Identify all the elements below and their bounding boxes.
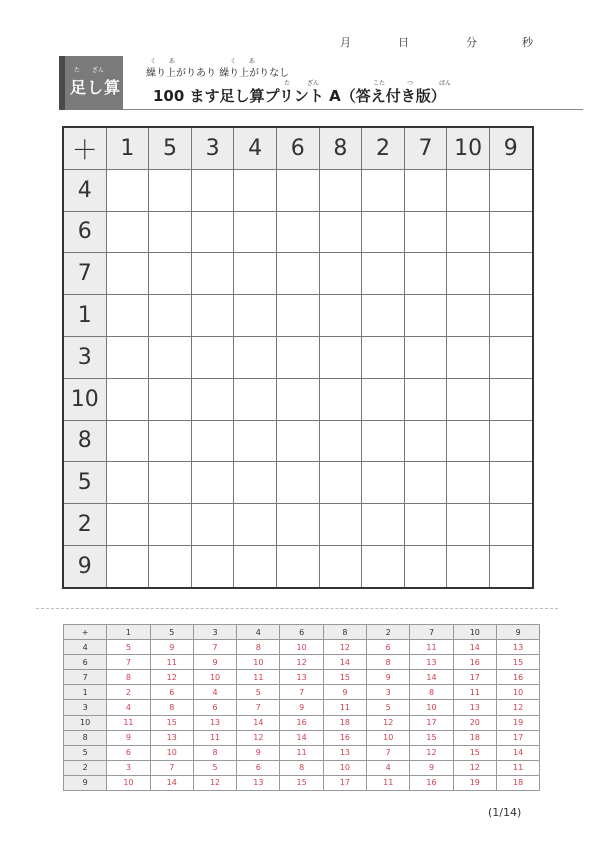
answer-blank-cell[interactable]: [447, 211, 490, 253]
answer-value: 16: [410, 775, 453, 790]
answer-value: 9: [410, 760, 453, 775]
answer-value: 14: [150, 775, 193, 790]
date-line: [0, 34, 595, 50]
subtitle-ruby-ku-2: く: [230, 58, 237, 65]
answer-value: 12: [280, 655, 323, 670]
answer-blank-cell[interactable]: [106, 253, 149, 295]
answer-value: 11: [453, 685, 496, 700]
answer-value: 7: [280, 685, 323, 700]
answer-blank-cell[interactable]: [447, 169, 490, 211]
answer-value: 15: [410, 730, 453, 745]
answer-top-number: 1: [107, 625, 150, 640]
answer-row: [64, 730, 540, 745]
answer-left-number: 9: [64, 775, 107, 790]
answer-header-row: [64, 625, 540, 640]
answer-value: 7: [367, 745, 410, 760]
answer-blank-cell[interactable]: [362, 420, 405, 462]
answer-blank-cell[interactable]: [276, 211, 319, 253]
answer-blank-cell[interactable]: [149, 211, 192, 253]
answer-row: [64, 685, 540, 700]
answer-blank-cell[interactable]: [234, 295, 277, 337]
subtitle-ruby-a-2: あ: [249, 58, 256, 65]
answer-blank-cell[interactable]: [447, 378, 490, 420]
subtitle-ruby-ku-1: く: [150, 58, 157, 65]
answer-blank-cell[interactable]: [447, 420, 490, 462]
answer-value: 19: [453, 775, 496, 790]
answer-blank-cell[interactable]: [489, 336, 532, 378]
answer-left-number: 10: [64, 715, 107, 730]
grid-left-number: 8: [63, 420, 106, 462]
answer-value: 11: [237, 670, 280, 685]
answer-left-number: 3: [64, 700, 107, 715]
answer-value: 12: [496, 700, 539, 715]
answer-blank-cell[interactable]: [234, 336, 277, 378]
answer-value: 18: [453, 730, 496, 745]
subtitle-ruby-a-1: あ: [169, 58, 176, 65]
header-divider: [123, 109, 583, 110]
answer-value: 12: [193, 775, 236, 790]
answer-value: 11: [280, 745, 323, 760]
grid-top-number: 6: [276, 127, 319, 169]
answer-blank-cell[interactable]: [149, 504, 192, 546]
answer-blank-cell[interactable]: [106, 420, 149, 462]
answer-value: 14: [496, 745, 539, 760]
label-ruby-ta: た: [74, 67, 81, 74]
answer-row: [64, 760, 540, 775]
answer-value: 15: [150, 715, 193, 730]
answer-value: 6: [150, 685, 193, 700]
answer-value: 3: [367, 685, 410, 700]
grid-left-number: 9: [63, 545, 106, 587]
grid-top-number: 1: [106, 127, 149, 169]
answer-value: 19: [496, 715, 539, 730]
answer-blank-cell[interactable]: [191, 211, 234, 253]
answer-blank-cell[interactable]: [106, 378, 149, 420]
answer-value: 13: [280, 670, 323, 685]
grid-top-number: 7: [404, 127, 447, 169]
answer-blank-cell[interactable]: [149, 336, 192, 378]
answer-blank-cell[interactable]: [319, 462, 362, 504]
answer-blank-cell[interactable]: [106, 169, 149, 211]
answer-blank-cell[interactable]: [404, 420, 447, 462]
answer-value: 11: [193, 730, 236, 745]
answer-blank-cell[interactable]: [404, 295, 447, 337]
grid-row: [63, 504, 533, 546]
grid-row: [63, 336, 533, 378]
answer-value: 4: [193, 685, 236, 700]
answer-value: 13: [237, 775, 280, 790]
page-number: (1/14): [488, 806, 522, 819]
answer-blank-cell[interactable]: [276, 504, 319, 546]
answer-blank-cell[interactable]: [276, 295, 319, 337]
answer-blank-cell[interactable]: [319, 211, 362, 253]
answer-blank-cell[interactable]: [489, 295, 532, 337]
answer-blank-cell[interactable]: [191, 169, 234, 211]
answer-blank-cell[interactable]: [234, 378, 277, 420]
answer-value: 9: [107, 730, 150, 745]
answer-value: 4: [107, 700, 150, 715]
answer-value: 6: [193, 700, 236, 715]
answer-left-number: 1: [64, 685, 107, 700]
grid-row: [63, 378, 533, 420]
answer-blank-cell[interactable]: [276, 420, 319, 462]
grid-left-number: 5: [63, 462, 106, 504]
answer-value: 8: [107, 670, 150, 685]
grid-header-row: [63, 127, 533, 169]
grid-left-number: 7: [63, 253, 106, 295]
answer-value: 8: [280, 760, 323, 775]
answer-blank-cell[interactable]: [489, 378, 532, 420]
answer-blank-cell[interactable]: [234, 420, 277, 462]
answer-value: 12: [323, 640, 366, 655]
answer-blank-cell[interactable]: [319, 336, 362, 378]
grid-top-number: 2: [362, 127, 405, 169]
grid-left-number: 2: [63, 504, 106, 546]
answer-value: 15: [323, 670, 366, 685]
grid-left-number: 10: [63, 378, 106, 420]
answer-row: [64, 670, 540, 685]
title-ruby-ban: ばん: [439, 80, 452, 87]
answer-value: 8: [367, 655, 410, 670]
title-ruby-ta: た: [284, 80, 291, 87]
answer-value: 10: [323, 760, 366, 775]
answer-top-number: 6: [280, 625, 323, 640]
answer-value: 13: [410, 655, 453, 670]
answer-blank-cell[interactable]: [234, 504, 277, 546]
answer-blank-cell[interactable]: [276, 253, 319, 295]
minute-label: 分: [466, 36, 477, 49]
answer-value: 9: [323, 685, 366, 700]
day-label: 日: [398, 36, 409, 49]
answer-value: 10: [496, 685, 539, 700]
answer-value: 11: [410, 640, 453, 655]
answer-value: 4: [367, 760, 410, 775]
answer-left-number: 5: [64, 745, 107, 760]
answer-value: 16: [496, 670, 539, 685]
answer-value: 8: [237, 640, 280, 655]
answer-blank-cell[interactable]: [319, 253, 362, 295]
answer-blank-cell[interactable]: [149, 169, 192, 211]
answer-value: 11: [150, 655, 193, 670]
practice-grid: [62, 126, 534, 589]
answer-blank-cell[interactable]: [489, 462, 532, 504]
answer-value: 7: [107, 655, 150, 670]
grid-left-number: 6: [63, 211, 106, 253]
grid-left-number: 4: [63, 169, 106, 211]
answer-value: 10: [150, 745, 193, 760]
answer-blank-cell[interactable]: [191, 462, 234, 504]
answer-value: 7: [150, 760, 193, 775]
answer-left-number: 2: [64, 760, 107, 775]
answer-blank-cell[interactable]: [149, 378, 192, 420]
answer-blank-cell[interactable]: [234, 211, 277, 253]
answer-blank-cell[interactable]: [149, 545, 192, 587]
grid-top-number: 4: [234, 127, 277, 169]
answer-blank-cell[interactable]: [191, 545, 234, 587]
answer-value: 10: [410, 700, 453, 715]
answer-blank-cell[interactable]: [404, 462, 447, 504]
answer-left-number: 4: [64, 640, 107, 655]
answer-value: 15: [453, 745, 496, 760]
answer-value: 13: [193, 715, 236, 730]
title-ruby-tsu: つ: [407, 80, 414, 87]
answer-value: 13: [496, 640, 539, 655]
answer-blank-cell[interactable]: [489, 169, 532, 211]
answer-blank-cell[interactable]: [447, 336, 490, 378]
answer-blank-cell[interactable]: [276, 545, 319, 587]
answer-blank-cell[interactable]: [276, 336, 319, 378]
answer-blank-cell[interactable]: [234, 169, 277, 211]
answer-value: 13: [150, 730, 193, 745]
answer-value: 5: [237, 685, 280, 700]
answer-value: 18: [496, 775, 539, 790]
answer-value: 12: [150, 670, 193, 685]
answer-blank-cell[interactable]: [319, 295, 362, 337]
answer-blank-cell[interactable]: [362, 211, 405, 253]
answer-blank-cell[interactable]: [489, 504, 532, 546]
answer-value: 17: [323, 775, 366, 790]
answer-blank-cell[interactable]: [362, 378, 405, 420]
answer-value: 5: [367, 700, 410, 715]
answer-value: 6: [237, 760, 280, 775]
answer-row: [64, 655, 540, 670]
answer-value: 6: [107, 745, 150, 760]
answer-blank-cell[interactable]: [106, 504, 149, 546]
answer-blank-cell[interactable]: [191, 378, 234, 420]
answer-value: 14: [453, 640, 496, 655]
grid-top-number: 8: [319, 127, 362, 169]
grid-top-number: 10: [447, 127, 490, 169]
answer-blank-cell[interactable]: [362, 336, 405, 378]
answer-value: 12: [410, 745, 453, 760]
answer-value: 11: [496, 760, 539, 775]
answer-blank-cell[interactable]: [319, 545, 362, 587]
answer-blank-cell[interactable]: [149, 253, 192, 295]
answer-blank-cell[interactable]: [191, 295, 234, 337]
title-ruby-kotae: こた: [373, 80, 386, 87]
answer-blank-cell[interactable]: [319, 169, 362, 211]
grid-row: [63, 253, 533, 295]
worksheet-header: [59, 56, 525, 110]
subtitle: 繰り上がりあり 繰り上がりなし: [146, 68, 290, 79]
answer-value: 17: [410, 715, 453, 730]
answer-blank-cell[interactable]: [489, 545, 532, 587]
grid-row: [63, 169, 533, 211]
answer-value: 9: [280, 700, 323, 715]
answer-blank-cell[interactable]: [319, 420, 362, 462]
answer-value: 15: [496, 655, 539, 670]
answer-top-number: 4: [237, 625, 280, 640]
answer-top-number: 9: [496, 625, 539, 640]
answer-blank-cell[interactable]: [191, 504, 234, 546]
answer-left-number: 7: [64, 670, 107, 685]
grid-top-number: 9: [489, 127, 532, 169]
answer-blank-cell[interactable]: [489, 253, 532, 295]
answer-blank-cell[interactable]: [362, 253, 405, 295]
answer-blank-cell[interactable]: [404, 169, 447, 211]
answer-value: 5: [107, 640, 150, 655]
answer-value: 16: [323, 730, 366, 745]
month-label: 月: [340, 36, 351, 49]
answer-value: 7: [193, 640, 236, 655]
grid-row: [63, 211, 533, 253]
answer-blank-cell[interactable]: [489, 211, 532, 253]
answer-blank-cell[interactable]: [191, 253, 234, 295]
answer-blank-cell[interactable]: [404, 253, 447, 295]
answer-value: 17: [453, 670, 496, 685]
answer-left-number: 6: [64, 655, 107, 670]
answer-value: 16: [453, 655, 496, 670]
answer-blank-cell[interactable]: [447, 253, 490, 295]
answer-top-number: 7: [410, 625, 453, 640]
answer-blank-cell[interactable]: [404, 545, 447, 587]
answer-blank-cell[interactable]: [447, 295, 490, 337]
answer-value: 16: [280, 715, 323, 730]
answer-blank-cell[interactable]: [447, 462, 490, 504]
answer-blank-cell[interactable]: [404, 504, 447, 546]
answer-value: 12: [237, 730, 280, 745]
answer-blank-cell[interactable]: [149, 462, 192, 504]
answer-value: 8: [150, 700, 193, 715]
answer-row: [64, 715, 540, 730]
answer-blank-cell[interactable]: [149, 420, 192, 462]
answer-value: 9: [237, 745, 280, 760]
grid-row: [63, 462, 533, 504]
answer-value: 14: [237, 715, 280, 730]
answer-blank-cell[interactable]: [191, 336, 234, 378]
answer-top-number: 8: [323, 625, 366, 640]
answer-value: 10: [237, 655, 280, 670]
answer-blank-cell[interactable]: [362, 295, 405, 337]
grid-top-number: 3: [191, 127, 234, 169]
answer-blank-cell[interactable]: [234, 545, 277, 587]
answer-top-number: 2: [367, 625, 410, 640]
answer-value: 12: [453, 760, 496, 775]
answer-blank-cell[interactable]: [191, 420, 234, 462]
answer-blank-cell[interactable]: [106, 295, 149, 337]
answer-blank-cell[interactable]: [276, 169, 319, 211]
answer-row: [64, 745, 540, 760]
page-title: 100 ます足し算プリント A（答え付き版）: [153, 87, 446, 105]
answer-blank-cell[interactable]: [319, 504, 362, 546]
answer-blank-cell[interactable]: [319, 378, 362, 420]
answer-value: 15: [280, 775, 323, 790]
answer-blank-cell[interactable]: [447, 545, 490, 587]
answer-operator-cell: +: [64, 625, 107, 640]
answer-value: 11: [367, 775, 410, 790]
grid-left-number: 3: [63, 336, 106, 378]
answer-value: 2: [107, 685, 150, 700]
answer-value: 12: [367, 715, 410, 730]
answer-blank-cell[interactable]: [362, 169, 405, 211]
answer-value: 10: [280, 640, 323, 655]
answer-value: 10: [367, 730, 410, 745]
operator-cell: ＋: [63, 127, 106, 169]
answer-value: 9: [150, 640, 193, 655]
answer-blank-cell[interactable]: [276, 378, 319, 420]
answer-value: 14: [323, 655, 366, 670]
category-label-box: [59, 56, 123, 110]
answer-top-number: 10: [453, 625, 496, 640]
answer-blank-cell[interactable]: [234, 253, 277, 295]
answer-value: 9: [367, 670, 410, 685]
answer-value: 13: [453, 700, 496, 715]
answer-value: 5: [193, 760, 236, 775]
grid-row: [63, 295, 533, 337]
answer-blank-cell[interactable]: [234, 462, 277, 504]
answer-blank-cell[interactable]: [106, 462, 149, 504]
cut-line: [36, 608, 558, 609]
grid-top-number: 5: [149, 127, 192, 169]
answer-value: 20: [453, 715, 496, 730]
grid-left-number: 1: [63, 295, 106, 337]
answer-blank-cell[interactable]: [404, 211, 447, 253]
answer-value: 9: [193, 655, 236, 670]
title-ruby-zan: ざん: [307, 80, 320, 87]
answer-left-number: 8: [64, 730, 107, 745]
answer-value: 7: [237, 700, 280, 715]
answer-blank-cell[interactable]: [489, 420, 532, 462]
answer-value: 17: [496, 730, 539, 745]
grid-row: [63, 545, 533, 587]
answer-blank-cell[interactable]: [404, 336, 447, 378]
answer-value: 8: [410, 685, 453, 700]
answer-value: 10: [193, 670, 236, 685]
answer-value: 10: [107, 775, 150, 790]
answer-blank-cell[interactable]: [106, 545, 149, 587]
answer-top-number: 3: [193, 625, 236, 640]
answer-blank-cell[interactable]: [362, 545, 405, 587]
answer-blank-cell[interactable]: [276, 462, 319, 504]
answer-value: 11: [107, 715, 150, 730]
grid-row: [63, 420, 533, 462]
answer-value: 11: [323, 700, 366, 715]
answer-row: [64, 640, 540, 655]
answer-grid: [63, 624, 540, 791]
category-label: 足し算: [70, 78, 122, 97]
answer-value: 6: [367, 640, 410, 655]
answer-blank-cell[interactable]: [106, 336, 149, 378]
answer-top-number: 5: [150, 625, 193, 640]
answer-value: 18: [323, 715, 366, 730]
answer-value: 8: [193, 745, 236, 760]
answer-blank-cell[interactable]: [404, 378, 447, 420]
answer-blank-cell[interactable]: [362, 504, 405, 546]
answer-value: 14: [410, 670, 453, 685]
answer-blank-cell[interactable]: [447, 504, 490, 546]
answer-blank-cell[interactable]: [149, 295, 192, 337]
label-ruby-zan: ざん: [92, 67, 105, 74]
answer-row: [64, 700, 540, 715]
answer-value: 3: [107, 760, 150, 775]
answer-blank-cell[interactable]: [362, 462, 405, 504]
answer-value: 13: [323, 745, 366, 760]
answer-blank-cell[interactable]: [106, 211, 149, 253]
answer-row: [64, 775, 540, 790]
second-label: 秒: [522, 36, 533, 49]
answer-value: 14: [280, 730, 323, 745]
